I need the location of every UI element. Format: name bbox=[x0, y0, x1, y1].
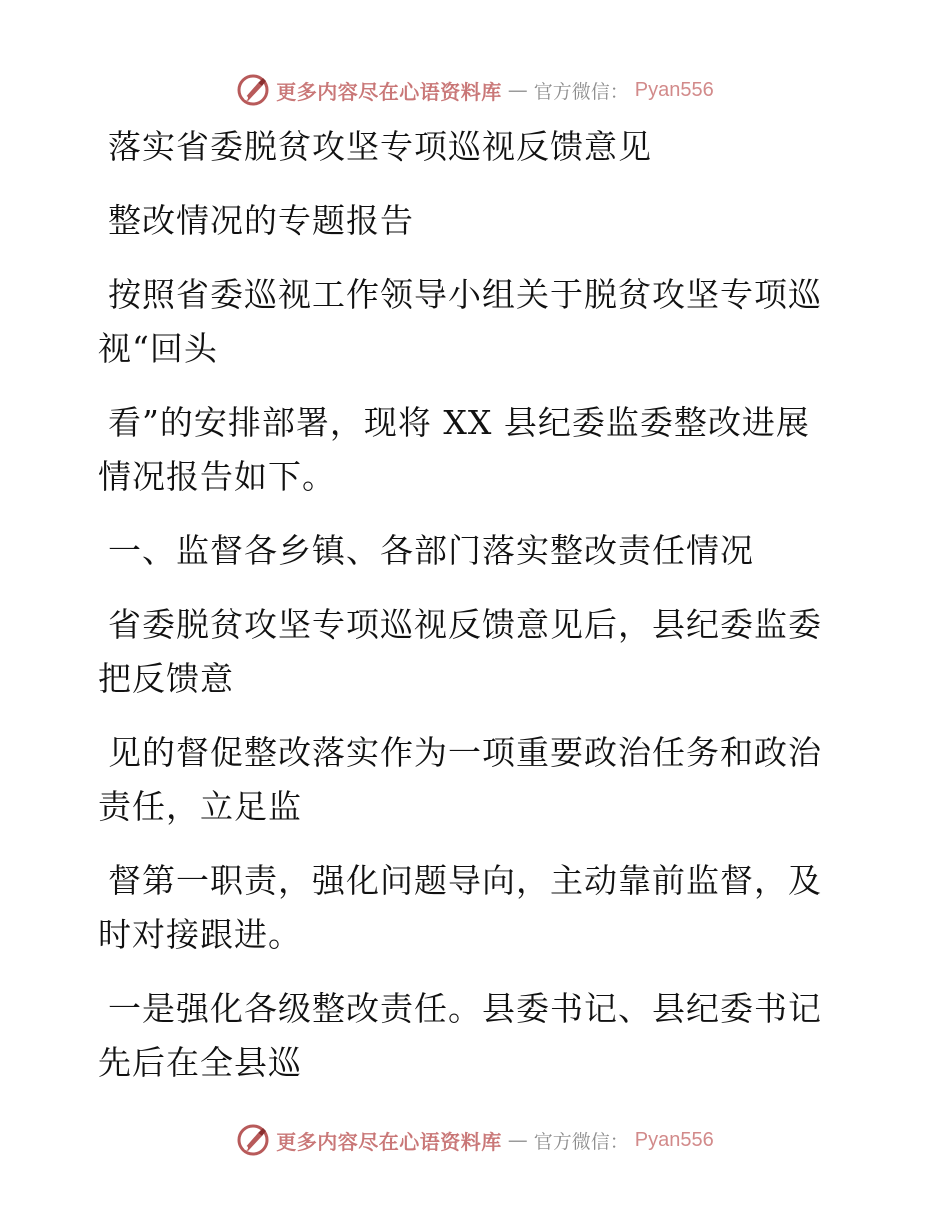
document-body bbox=[98, 120, 838, 1090]
document-title-line-1: 落实省委脱贫攻坚专项巡视反馈意见 bbox=[108, 127, 652, 166]
footer-watermark bbox=[0, 1120, 950, 1160]
watermark-official-label: 官方微信： bbox=[533, 80, 629, 103]
paragraph-5-line-1: 督第一职责，强化问题导向，主动靠前监督，及 bbox=[108, 861, 822, 900]
paragraph-6-line-2: 先后在全县巡 bbox=[98, 1043, 302, 1082]
paragraph-6-line-1: 一是强化各级整改责任。县委书记、县纪委书记 bbox=[108, 989, 822, 1028]
section-heading-1: 一、监督各乡镇、各部门落实整改责任情况 bbox=[108, 531, 754, 570]
paragraph-3-line-1: 省委脱贫攻坚专项巡视反馈意见后，县纪委监委 bbox=[108, 605, 822, 644]
paragraph-4-line-1: 见的督促整改落实作为一项重要政治任务和政治 bbox=[108, 733, 822, 772]
paragraph-5-line-2: 时对接跟进。 bbox=[98, 915, 302, 954]
paragraph-2-line-1: 看”的安排部署，现将 XX 县纪委监委整改进展 bbox=[108, 403, 810, 442]
watermark-wechat-id: Pyan556 bbox=[634, 1128, 714, 1151]
pen-logo-icon bbox=[236, 73, 270, 107]
watermark-wechat-id: Pyan556 bbox=[634, 78, 714, 101]
header-watermark bbox=[0, 70, 950, 110]
paragraph-4-line-2: 责任，立足监 bbox=[98, 787, 302, 826]
watermark-dash: — bbox=[507, 1128, 528, 1152]
watermark-text: 更多内容尽在心语资料库 bbox=[276, 79, 502, 104]
document-title-line-2: 整改情况的专题报告 bbox=[108, 201, 414, 240]
watermark-dash: — bbox=[507, 78, 528, 102]
paragraph-1-line-1: 按照省委巡视工作领导小组关于脱贫攻坚专项巡 bbox=[108, 275, 822, 314]
pen-logo-icon bbox=[236, 1123, 270, 1157]
paragraph-3-line-2: 把反馈意 bbox=[98, 659, 234, 698]
paragraph-1-line-2: 视“回头 bbox=[98, 329, 218, 368]
watermark-official-label: 官方微信： bbox=[533, 1130, 629, 1153]
watermark-text: 更多内容尽在心语资料库 bbox=[276, 1129, 502, 1154]
paragraph-2-line-2: 情况报告如下。 bbox=[98, 457, 336, 496]
